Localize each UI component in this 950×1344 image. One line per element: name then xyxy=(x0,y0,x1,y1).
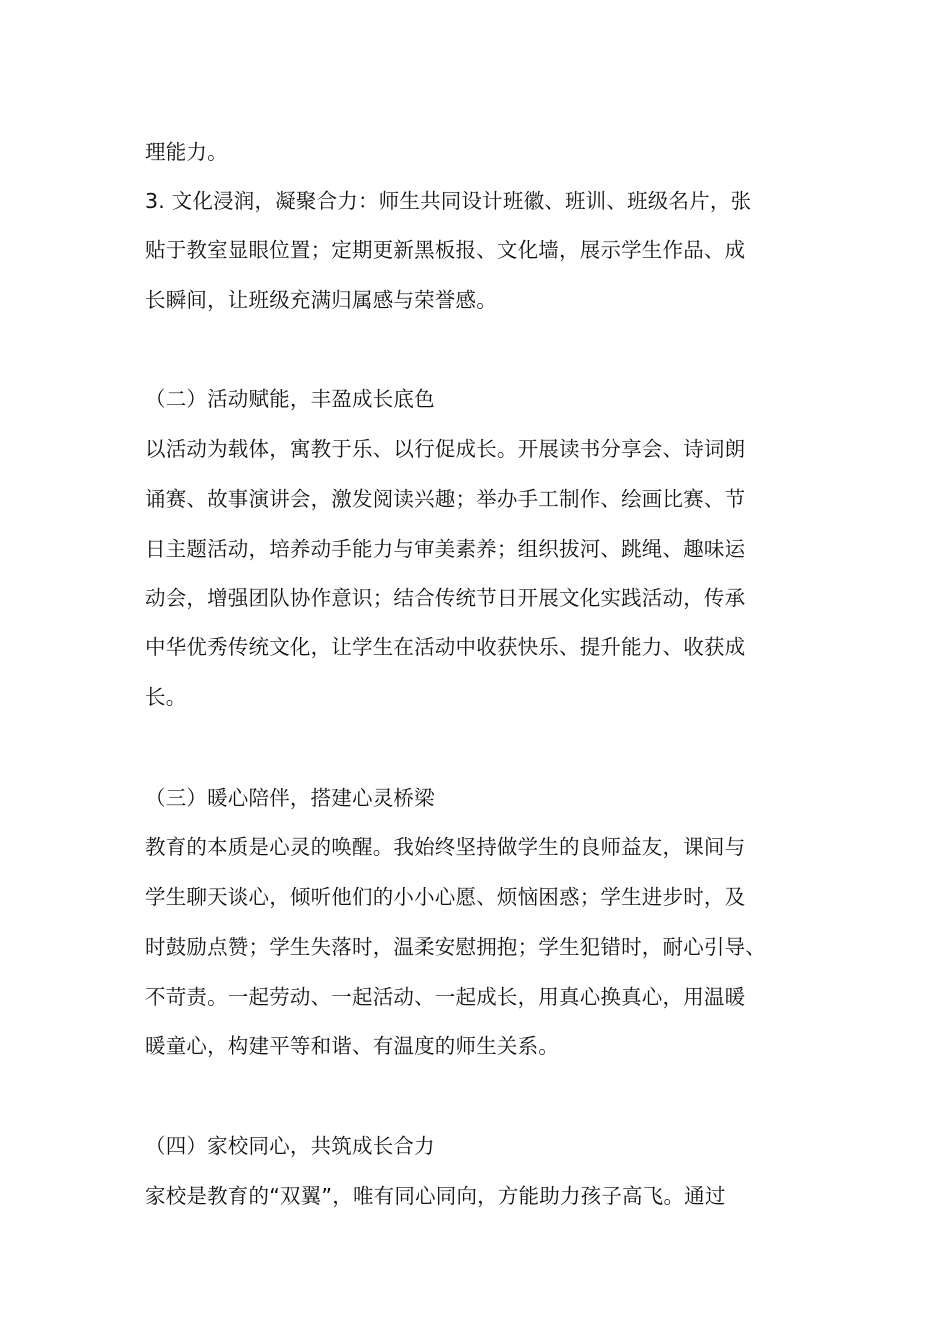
paragraph-homeschool-line-1: 家校是教育的“双翼”，唯有同心同向，方能助力孩子高飞。通过 xyxy=(145,1184,726,1208)
paragraph-companion-line-3: 时鼓励点赞；学生失落时，温柔安慰拥抱；学生犯错时，耐心引导、 xyxy=(145,935,766,959)
paragraph-culture-line-3: 长瞬间，让班级充满归属感与荣誉感。 xyxy=(145,288,497,312)
section-heading-4: （四）家校同心，共筑成长合力 xyxy=(145,1134,435,1158)
section-heading-2: （二）活动赋能，丰盈成长底色 xyxy=(145,387,435,411)
paragraph-companion-line-5: 暖童心，构建平等和谐、有温度的师生关系。 xyxy=(145,1034,559,1058)
paragraph-culture-line-1: 3. 文化浸润，凝聚合力：师生共同设计班徽、班训、班级名片，张 xyxy=(145,189,752,213)
paragraph-activities-line-3: 日主题活动，培养动手能力与审美素养；组织拔河、跳绳、趣味运 xyxy=(145,537,746,561)
section-heading-3: （三）暖心陪伴，搭建心灵桥梁 xyxy=(145,786,435,810)
paragraph-activities-line-1: 以活动为载体，寓教于乐、以行促成长。开展读书分享会、诗词朗 xyxy=(145,437,746,461)
paragraph-companion-line-4: 不苛责。一起劳动、一起活动、一起成长，用真心换真心，用温暖 xyxy=(145,985,746,1009)
paragraph-activities-line-2: 诵赛、故事演讲会，激发阅读兴趣；举办手工制作、绘画比赛、节 xyxy=(145,487,746,511)
paragraph-activities-line-4: 动会，增强团队协作意识；结合传统节日开展文化实践活动，传承 xyxy=(145,586,746,610)
paragraph-activities-line-6: 长。 xyxy=(145,685,187,709)
paragraph-companion-line-2: 学生聊天谈心，倾听他们的小小心愿、烦恼困惑；学生进步时，及 xyxy=(145,885,746,909)
paragraph-activities-line-5: 中华优秀传统文化，让学生在活动中收获快乐、提升能力、收获成 xyxy=(145,635,746,659)
paragraph-continuation-line: 理能力。 xyxy=(145,140,228,164)
paragraph-culture-line-2: 贴于教室显眼位置；定期更新黑板报、文化墙，展示学生作品、成 xyxy=(145,238,746,262)
paragraph-companion-line-1: 教育的本质是心灵的唤醒。我始终坚持做学生的良师益友，课间与 xyxy=(145,835,746,859)
